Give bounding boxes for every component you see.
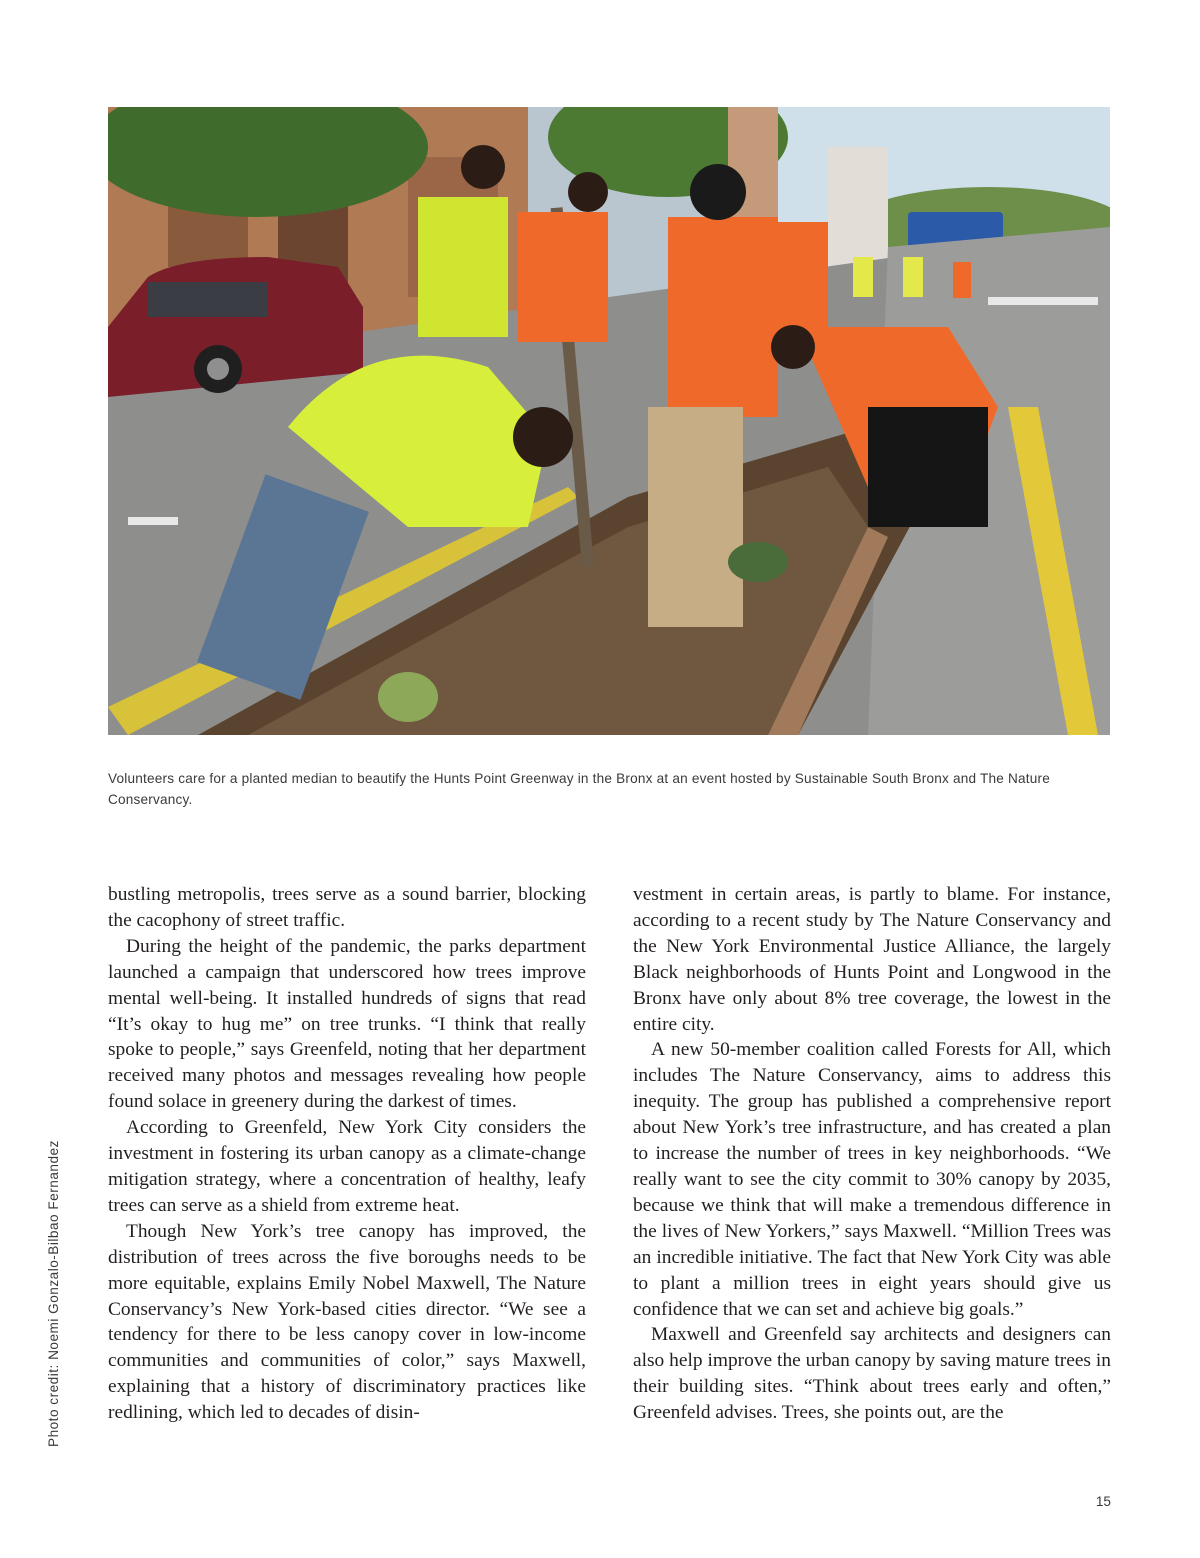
page-number: 15 (1095, 1494, 1111, 1509)
paragraph: Maxwell and Greenfeld say architects and designers can also help improve the urban canopy by saving mature trees in their building sites. “Think about trees early and often,” Greenfeld advises. Trees, she points out, are the (633, 1324, 1111, 1424)
paragraph: According to Greenfeld, New York City considers the investment in fostering its urban canopy as a climate-change mitigation strategy, where a concentration of healthy, leafy trees can serve as a shield from extreme heat. (108, 1117, 586, 1216)
paragraph: A new 50-member coalition called Forests for All, which includes The Nature Conservancy, aims to address this inequity. The group has published a comprehensive report about New York’s tree infrastructure, and has created a plan to increase the number of trees in key neighborhoods. “We really want to see the city commit to 30% canopy by 2035, because we think that will make a tremendous difference in the lives of New Yorkers,” says Maxwell. “Million Trees was an incredible initiative. The fact that New York City was able to plant a million trees in eight years should give us confidence that we can set and achieve big goals.” (633, 1039, 1111, 1320)
street-scene-illustration (108, 107, 1110, 735)
photo-credit: Photo credit: Noemi Gonzalo-Bilbao Fernandez (46, 1140, 61, 1447)
paragraph: bustling metropolis, trees serve as a sound barrier, blocking the cacophony of street traffic. (108, 884, 586, 931)
paragraph: Though New York’s tree canopy has improved, the distribution of trees across the five boroughs needs to be more equitable, explains Emily Nobel Maxwell, The Nature Conservancy’s New York-based cities director. “We see a tendency for there to be less canopy cover in low-income communities and communities of color,” says Maxwell, explaining that a history of discriminatory practices like redlining, which led to decades of disin- (108, 1220, 586, 1424)
right-column (633, 882, 1111, 1426)
article-photo (108, 107, 1110, 735)
paragraph: During the height of the pandemic, the parks department launched a campaign that underscored how trees improve mental well-being. It installed hundreds of signs that read “It’s okay to hug me” on tree trunks. “I think that really spoke to people,” says Greenfeld, noting that her department received many photos and messages revealing how people found solace in greenery during the darkest of times. (108, 935, 586, 1113)
left-column (108, 882, 586, 1426)
photo-caption: Volunteers care for a planted median to beautify the Hunts Point Greenway in the Bronx at an event hosted by Sustainable South Bronx and The Nature Conservancy. (108, 771, 1051, 807)
paragraph: vestment in certain areas, is partly to blame. For instance, according to a recent study by The Nature Conservancy and the New York Environmental Justice Alliance, the largely Black neighborhoods of Hunts Point and Longwood in the Bronx have only about 8% tree coverage, the lowest in the entire city. (633, 884, 1111, 1035)
